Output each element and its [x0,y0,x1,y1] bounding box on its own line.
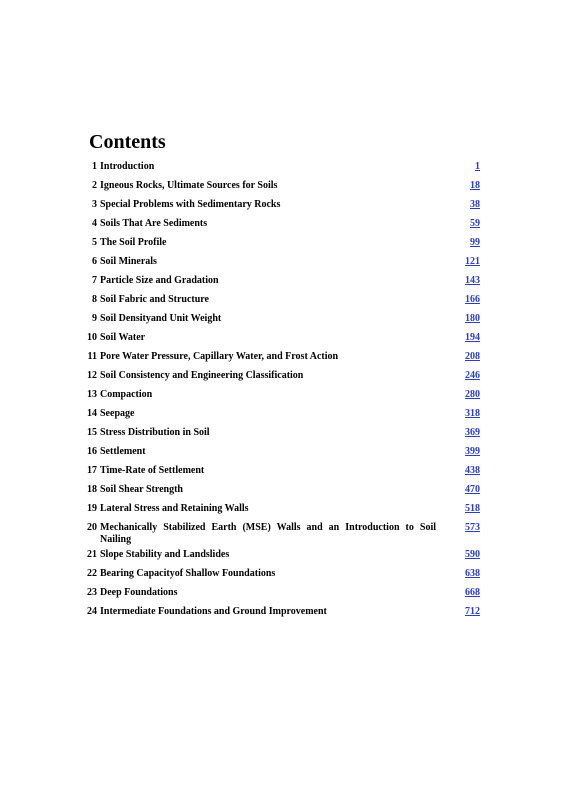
chapter-title: The Soil Profile [100,237,167,248]
toc-entry [84,463,480,482]
chapter-title: Soils That Are Sediments [100,218,208,229]
chapter-title: Soil Consistency and Engineering Classification [100,370,304,381]
page-number-link[interactable]: 1 [475,161,480,172]
toc-entry [84,387,480,406]
page-number-link[interactable]: 318 [465,408,480,419]
chapter-title: Slope Stability and Landslides [100,549,230,560]
chapter-title: Deep Foundations [100,587,178,598]
toc-entry [84,566,480,585]
page-number-link[interactable]: 180 [465,313,480,324]
page-title: Contents [89,131,166,153]
toc-entry [84,349,480,368]
toc-entry [84,547,480,566]
chapter-title: Soil Fabric and Structure [100,294,209,305]
page-number-link[interactable]: 573 [465,522,480,533]
chapter-title: Lateral Stress and Retaining Walls [100,503,249,514]
chapter-number: 19 [87,503,97,514]
page-number-link[interactable]: 143 [465,275,480,286]
chapter-title: Stress Distribution in Soil [100,427,210,438]
toc-entry [84,604,480,623]
chapter-title: Pore Water Pressure, Capillary Water, and Frost Action [100,351,339,362]
page-number-link[interactable]: 166 [465,294,480,305]
toc-entry [84,178,480,197]
page-number-link[interactable]: 18 [470,180,480,191]
chapter-title: Mechanically Stabilized Earth (MSE) Walls and an Introduction to Soil Nailing [100,522,436,545]
page-number-link[interactable]: 369 [465,427,480,438]
toc-entry [84,254,480,273]
chapter-title: Soil Densityand Unit Weight [100,313,222,324]
chapter-number: 7 [92,275,97,286]
chapter-title: Special Problems with Sedimentary Rocks [100,199,281,210]
chapter-title: Igneous Rocks, Ultimate Sources for Soils [100,180,278,191]
chapter-number: 4 [92,218,97,229]
toc-entry [84,585,480,604]
chapter-title: Particle Size and Gradation [100,275,219,286]
chapter-number: 11 [87,351,97,362]
chapter-title: Soil Shear Strength [100,484,183,495]
toc-entry [84,406,480,425]
page-number-link[interactable]: 470 [465,484,480,495]
chapter-number: 17 [87,465,97,476]
toc-entry [84,311,480,330]
chapter-number: 2 [92,180,97,191]
chapter-title: Seepage [100,408,135,419]
toc-entry [84,501,480,520]
chapter-number: 20 [87,522,97,533]
chapter-title: Compaction [100,389,153,400]
toc-entry [84,520,480,547]
table-of-contents [84,159,480,623]
chapter-title: Soil Water [100,332,146,343]
chapter-title: Soil Minerals [100,256,157,267]
toc-entry [84,292,480,311]
page-number-link[interactable]: 638 [465,568,480,579]
chapter-number: 8 [92,294,97,305]
toc-entry [84,159,480,178]
page-number-link[interactable]: 712 [465,606,480,617]
page-number-link[interactable]: 399 [465,446,480,457]
toc-entry [84,425,480,444]
chapter-title: Introduction [100,161,155,172]
page-number-link[interactable]: 590 [465,549,480,560]
chapter-number: 16 [87,446,97,457]
chapter-number: 5 [92,237,97,248]
toc-entry [84,216,480,235]
chapter-title: Intermediate Foundations and Ground Improvement [100,606,327,617]
chapter-number: 10 [87,332,97,343]
chapter-number: 9 [92,313,97,324]
page-number-link[interactable]: 38 [470,199,480,210]
page-number-link[interactable]: 518 [465,503,480,514]
page-number-link[interactable]: 668 [465,587,480,598]
chapter-number: 13 [87,389,97,400]
chapter-number: 21 [87,549,97,560]
chapter-number: 1 [92,161,97,172]
toc-entry [84,273,480,292]
toc-entry [84,235,480,254]
chapter-number: 15 [87,427,97,438]
chapter-title: Bearing Capacityof Shallow Foundations [100,568,276,579]
toc-entry [84,444,480,463]
chapter-number: 14 [87,408,97,419]
page-number-link[interactable]: 438 [465,465,480,476]
chapter-number: 24 [87,606,97,617]
toc-entry [84,368,480,387]
chapter-number: 18 [87,484,97,495]
page-number-link[interactable]: 208 [465,351,480,362]
chapter-number: 6 [92,256,97,267]
chapter-number: 22 [87,568,97,579]
page-number-link[interactable]: 121 [465,256,480,267]
toc-entry [84,482,480,501]
page-number-link[interactable]: 280 [465,389,480,400]
chapter-number: 12 [87,370,97,381]
chapter-number: 3 [92,199,97,210]
chapter-title: Settlement [100,446,146,457]
chapter-title: Time-Rate of Settlement [100,465,205,476]
toc-entry [84,197,480,216]
toc-entry [84,330,480,349]
chapter-number: 23 [87,587,97,598]
page-number-link[interactable]: 99 [470,237,480,248]
page-number-link[interactable]: 59 [470,218,480,229]
page-number-link[interactable]: 194 [465,332,480,343]
page-number-link[interactable]: 246 [465,370,480,381]
